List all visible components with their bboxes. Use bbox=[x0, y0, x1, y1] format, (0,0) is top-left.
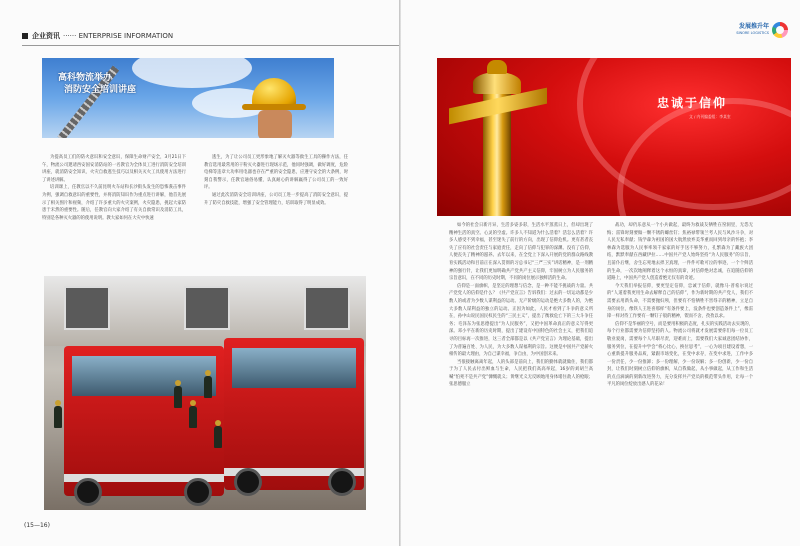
header-rule bbox=[22, 45, 399, 46]
paragraph: 逃生，为了让公司员工更形象地了解灭火器等救生工具的操作方法，任教官选用最常用的干粉灭火器进行现场示范，他同时强调，做好调度，危险电梯等违章大功率用电器也存在严重的安全隐患，应遵守安全的大条例，时刻自我警示，任教官通俗易懂、认真耐心的讲解赢得了公司员工的一致好评。 bbox=[204, 155, 348, 191]
firefighter-figure bbox=[214, 426, 222, 448]
logo-subtitle: SINORE LOGISTICS bbox=[736, 31, 769, 35]
fire-training-hero-image bbox=[42, 58, 334, 138]
article-title-line-1: 高科物流举办 bbox=[58, 73, 113, 83]
paragraph: 培训课上，任教官以不久前昆明火车站和长沙街头发生的恐怖袭击事件为例，强调自救意识的重要性，并将消防知识作为重点进行讲解，他首先展示了相关图片和视频，介绍了许多重大的火灾案例，火灾隐患，挑起大家防患于未然的重要性。随后，任教官向大家介绍了有关自救常识及消防工具，特别是各种灭火器的的使用说明。教大家如何在大灾中快速 bbox=[42, 185, 186, 221]
article-author: 文 / 内刊编委组：李某室 bbox=[689, 114, 731, 119]
section-header bbox=[22, 30, 173, 42]
left-article-column-2 bbox=[204, 154, 348, 207]
firefighter-figure bbox=[174, 386, 182, 408]
company-logo bbox=[736, 22, 788, 38]
firefighter-figure bbox=[54, 406, 62, 428]
right-article-column-2 bbox=[607, 222, 753, 389]
paragraph: 今天我们举报信仰，要更坚定信仰，忠诚于信仰，就像马·普希尔说过的“人道着我更用生命去解释自己的信仰”，作为新时期的共产党人，我们不需要去用新头命，不需要抛妇颅，但要有不怕牺牲不害辱辛的精神，立足自身的岗位，像铁人王进喜那样“有条件要上，没条件也要创造条件上”，像雷锋一样对待工作要有一颗钉子般的精神，锲而不舍，孜孜以求。 bbox=[607, 283, 753, 320]
faith-hero-image bbox=[437, 58, 791, 216]
right-article-column-1 bbox=[449, 222, 593, 389]
paragraph: 战功，却仍乐意从一个小兵做起，最终为救战友牺牲在窑洞里，无怨无悔；雷锋时刻要做一颗不锈的螺丝钉；焦裕禄带领兰考人民与风沙斗争，对人民无私奉献；钱学森为祖国的国大航然放弃美华重而回到母亲的怀抱；李林森为选服为人民事率领千家家的好手送不够努力，孔繁森为了藏族大团结，默默奉献在西藏伊拉……中国共产党人始终坚持“为人民服务”的宗旨，且前仆后继，舍生忘死地去捍卫真理，一件件可歌可泣的事迹，一个个鲜活的生命，一次次地阐释着这个永恒的真谛，对信仰绝对忠诚，在追随信仰的道路上，中国共产党人创造着绝无仅有的奇迹。 bbox=[607, 223, 753, 282]
paragraph: 通过此次消防安全培训讲座，公司员工进一步提高了消防安全意识，提升了防灾自救技能，增强了安全管理能力，培训取得了明显成效。 bbox=[204, 192, 348, 206]
firefighter-figure bbox=[204, 376, 212, 398]
page-number: (15—16) bbox=[24, 522, 50, 529]
firefighter-figure bbox=[189, 406, 197, 428]
paragraph: 如今的社会日新月异，生活多姿多彩，生活水平蒸蒸日上，但却出现了精神生活的真空。心灵的空虚。许多人不知道为什么活着？活怎么活着？许多人感受不到幸福，甚至迷失了前行的方向，出现了信仰危机。更有甚者丧失了应有的社会责任与家庭责任，走向了信仰与犯罪的深渊。没有了信仰，人便丧失了精神的滋养。去年以来，在全党上下深入开展的党的群众路线教育实践活动和目前正在深入贯彻的习总书记“三严三实”讲话精神，是一剂精神的强行针，让我们更加明确共产党共产主义信仰，牢固树立为人民服务的宗旨意识，在不同的历史时期，不同的岗位展示独鲜活的生命。 bbox=[449, 223, 593, 282]
logo-name: 发展推升年 bbox=[738, 23, 769, 30]
fire-station-building bbox=[44, 276, 366, 346]
logo-ring-icon bbox=[772, 22, 788, 38]
section-square-icon bbox=[22, 33, 28, 39]
paragraph: 信仰是一面旗帜，是坚定的理想与信念，是一种不能不挑战的力量。共产党党人的信仰是什么？《共产党宣言》告诉我们：过去的一切运动都是少数人的或者为少数人谋利益的运动。无产阶级的运动是绝大多数人的，为绝大多数人谋利益的独立的运动。正因为如此，人民才看到了斗争的意义所在，孙中山说民国民权民生的“三民主义”，提出了衡救危亡下的三大斗争任务；毛泽东为张思德提出“为人民服务”，又把中国革命真正的意义写得更深。邓小平在新的历史时期，提出了建设有中国特色的社会主义，把我们追寻的目标再一次推进，这三者全部都是以《共产党宣言》为理论基础，提出了为普遍百姓、为人民，为大多数人谋福利的宗旨。这便是中国共产党薪火相传的最大理由，为自己谋幸福，争自由，为中国创未来。 bbox=[449, 283, 593, 358]
section-title-en: ······ ENTERPRISE INFORMATION bbox=[63, 32, 174, 40]
article-title: 忠诚于信仰 bbox=[657, 96, 728, 110]
left-page bbox=[0, 0, 399, 546]
fire-truck-right bbox=[224, 338, 364, 490]
section-title-zh: 企业资讯 bbox=[32, 32, 60, 40]
article-title bbox=[58, 72, 136, 96]
fire-trucks-photo bbox=[44, 276, 366, 510]
paragraph: 当很接触离离年起，人的头部是前向上，我们的勤体就就做住，我们都于为了人民去付出鲜血与生命，人民把我们高高举起，16岁的刘胡兰高喊“怕死不是共产党”慷慨就义；黄继光义无反顾地用身体堵住敌人的枪眼；张思德服立 bbox=[449, 359, 593, 388]
left-article-column-1 bbox=[42, 154, 186, 222]
article-title-line-2: 消防安全培训讲座 bbox=[64, 85, 137, 95]
paragraph: 信仰不是华丽的空号，而是要用积极的态度，扎实的实践活动去实现的，每个行业都需要为信仰坚持的人。物流公司将就才发展需要你们每一位员工敬业爱岗，需要每个人尽职尽责，迎难而上，需要我们大家诚意团结协作，服务到位，在提升中学会“将心比心，换位思考”，一心为项目建设着想，一心重新提升服务品质，紧跟市场变化，在变中求存，在变中求进，工作中多一份责任，少一份推卸；多一份理解，少一份误解；多一份创新，少一份自封，让我们时刻树立信仰的旗帜，从自我做起，从小事做起，从工作和生活的点点滴滴的刻新改进努力，充分发挥共产党员的模范带头作用，让每一个平凡的岗位绽放出感人的花朵！ bbox=[607, 321, 753, 388]
fire-truck-left bbox=[64, 346, 224, 496]
paragraph: 为提高员工们的防火意识和安全意识，保障生命财产安全，3月21日下午，物流公司邀请西安国安消防站的一名教官为全体员工进行消防安全培训讲座，就消防安全知识、火灾自救逃生技巧以及相关灭火工具使用方法进行了讲述讲解。 bbox=[42, 155, 186, 183]
right-page bbox=[401, 0, 800, 546]
